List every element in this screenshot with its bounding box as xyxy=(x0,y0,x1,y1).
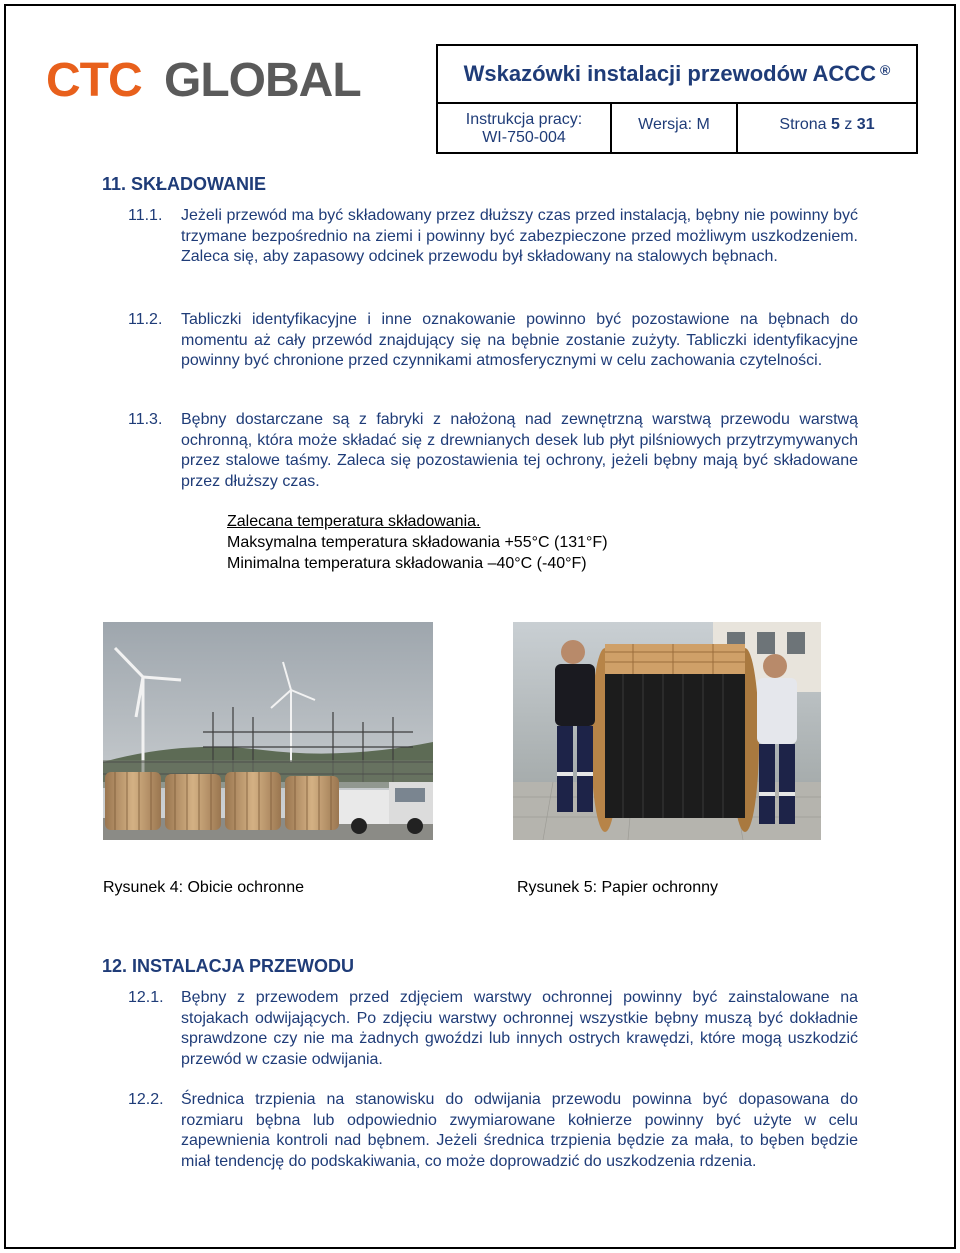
storage-temperature-block xyxy=(227,511,608,574)
header-meta-row xyxy=(438,104,916,154)
version-cell xyxy=(612,104,738,154)
document-header xyxy=(0,0,960,160)
paragraph-number: 12.2. xyxy=(128,1091,164,1108)
page-number-cell xyxy=(738,104,916,154)
section-heading-12: 12. INSTALACJA PRZEWODU xyxy=(102,956,355,976)
paragraph-number: 11.1. xyxy=(128,207,163,224)
version-label: Wersja: M xyxy=(638,116,710,133)
figure-4-photo xyxy=(103,622,433,840)
paragraph-text: Tabliczki identyfikacyjne i inne oznakowanie powinno być pozostawione na bębnach do momentu aż cały przewód znajdujący się na bębnie zostanie zużyty. Tabliczki identyfikacyjne powinny być chronione przed czynnikami atmosferycznymi w celu zachowania czytelności. xyxy=(181,311,858,369)
figure-5-photo xyxy=(513,622,821,840)
header-info-box xyxy=(436,44,918,154)
paragraph-number: 12.1. xyxy=(128,989,164,1006)
instruction-value: WI-750-004 xyxy=(482,129,566,146)
paragraph-text: Bębny z przewodem przed zdjęciem warstwy ochronnej powinny być zainstalowane na stojakach odwijających. Po zdjęciu warstwy ochronnej wszystkie bębny muszą być dokładnie sprawdzone czy nie ma żadnych gwoździ lub innych ostrych krawędzi, które mogą uszkodzić przewód w czasie odwijania. xyxy=(181,989,858,1068)
document-title-text: Wskazówki instalacji przewodów ACCC xyxy=(463,61,877,86)
registered-mark: ® xyxy=(880,62,891,78)
svg-text:GLOBAL: GLOBAL xyxy=(164,54,361,104)
instruction-label: Instrukcja pracy: xyxy=(465,111,583,128)
paragraph-number: 11.3. xyxy=(128,411,163,428)
page-number xyxy=(779,116,874,134)
paragraph-11-1 xyxy=(128,206,858,268)
temperature-max: Maksymalna temperatura składowania +55°C (131°F) xyxy=(227,534,608,551)
paragraph-number: 11.2. xyxy=(128,311,163,328)
page-total: 31 xyxy=(856,116,875,133)
figure-5-caption: Rysunek 5: Papier ochronny xyxy=(517,879,718,896)
temperature-heading: Zalecana temperatura składowania. xyxy=(227,513,481,530)
paragraph-12-1 xyxy=(128,988,858,1070)
figure-4-caption: Rysunek 4: Obicie ochronne xyxy=(103,879,304,896)
paragraph-12-2 xyxy=(128,1090,858,1172)
page-of: z xyxy=(844,116,853,133)
paragraph-11-2 xyxy=(128,310,858,372)
instruction-cell xyxy=(438,104,612,154)
document-title xyxy=(438,46,916,104)
company-logo xyxy=(46,54,386,104)
page-current: 5 xyxy=(830,116,840,133)
page-label: Strona xyxy=(779,116,827,133)
paragraph-11-3 xyxy=(128,410,858,492)
paragraph-text: Średnica trzpienia na stanowisku do odwijania przewodu powinna być dopasowana do rozmiaru bębna lub odpowiednio zwymiarowane kołnierze powinny być użyte w celu zapewnienia kontroli nad bębnem. Jeżeli średnica trzpienia będzie za mała, to bęben będzie miał tendencję do podskakiwania, co może doprowadzić do uszkodzenia rdzenia. xyxy=(181,1091,858,1170)
paragraph-text: Jeżeli przewód ma być składowany przez dłuższy czas przed instalacją, bębny nie powinny być trzymane bezpośrednio na ziemi i powinny być zabezpieczone przed możliwym uszkodzeniem. Zaleca się, aby zapasowy odcinek przewodu był składowany na stalowych bębnach. xyxy=(181,207,858,265)
temperature-min: Minimalna temperatura składowania –40°C (-40°F) xyxy=(227,555,587,572)
paragraph-text: Bębny dostarczane są z fabryki z nałożoną nad zewnętrzną warstwą przewodu warstwą ochronną, która może składać się z drewnianych desek lub płyt pilśniowych przytrzymywanych przez stalowe taśmy. Zaleca się pozostawienia tej ochrony, jeżeli bębny mają być składowane przez dłuższy czas. xyxy=(181,411,858,490)
svg-text:CTC: CTC xyxy=(46,54,142,104)
section-heading-11: 11. SKŁADOWANIE xyxy=(102,174,267,194)
